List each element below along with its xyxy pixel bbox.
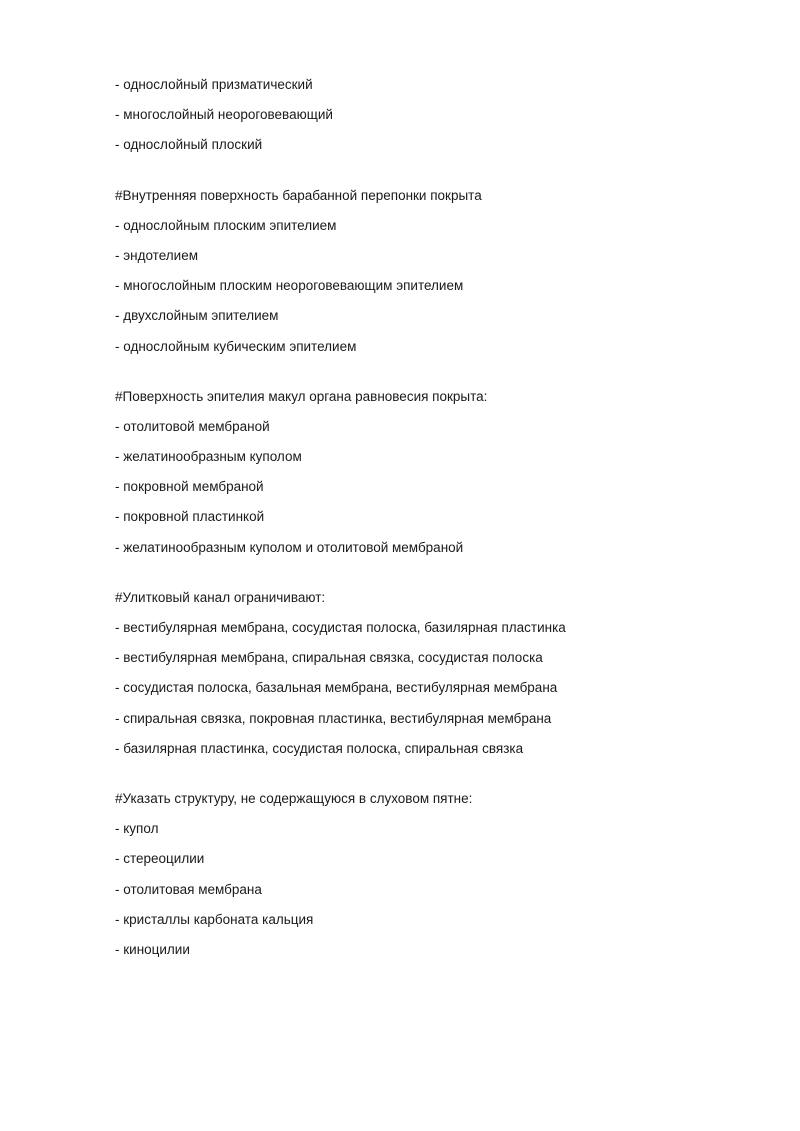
answer-option: - стереоцилии — [115, 851, 205, 867]
answer-option: - базилярная пластинка, сосудистая полоска, спиральная связка — [115, 740, 524, 756]
answer-option: - однослойным плоским эпителием — [115, 217, 337, 233]
answer-option: - отолитовая мембрана — [115, 881, 262, 897]
answer-option: - однослойным кубическим эпителием — [115, 338, 357, 354]
answer-option: - желатинообразным куполом — [115, 449, 302, 465]
answer-option: - покровной мембраной — [115, 479, 264, 495]
intro-options-block — [115, 75, 755, 155]
answer-option: - эндотелием — [115, 247, 198, 263]
answer-option: - двухслойным эпителием — [115, 308, 279, 324]
answer-option: - сосудистая полоска, базальная мембрана, вестибулярная мембрана — [115, 680, 558, 696]
answer-option: - вестибулярная мембрана, сосудистая полоска, базилярная пластинка — [115, 620, 566, 635]
answer-option: - киноцилии — [115, 941, 190, 957]
answer-option: - купол — [115, 821, 159, 837]
question-text: #Внутренняя поверхность барабанной перепонки покрыта — [115, 187, 482, 203]
answer-option: - вестибулярная мембрана, спиральная связка, сосудистая полоска — [115, 650, 543, 666]
answer-option: - желатинообразным куполом и отолитовой мембраной — [115, 539, 464, 555]
question-block-4 — [115, 789, 755, 960]
answer-option: - покровной пластинкой — [115, 509, 265, 525]
answer-option: - отолитовой мембраной — [115, 418, 270, 434]
question-block-1 — [115, 186, 755, 357]
answer-option: - кристаллы карбоната кальция — [115, 911, 314, 927]
question-text: #Поверхность эпителия макул органа равновесия покрыта: — [115, 388, 488, 404]
answer-option: - многослойный неороговевающий — [115, 107, 333, 123]
question-text: #Улитковый канал ограничивают: — [115, 589, 326, 605]
document-content — [115, 75, 755, 970]
question-text: #Указать структуру, не содержащуюся в слуховом пятне: — [115, 790, 473, 806]
answer-option: - многослойным плоским неороговевающим эпителием — [115, 278, 464, 294]
question-block-2 — [115, 387, 755, 558]
answer-option: - спиральная связка, покровная пластинка, вестибулярная мембрана — [115, 710, 552, 726]
answer-option: - однослойный плоский — [115, 137, 263, 153]
answer-option: - однослойный призматический — [115, 77, 313, 92]
question-block-3 — [115, 588, 755, 759]
